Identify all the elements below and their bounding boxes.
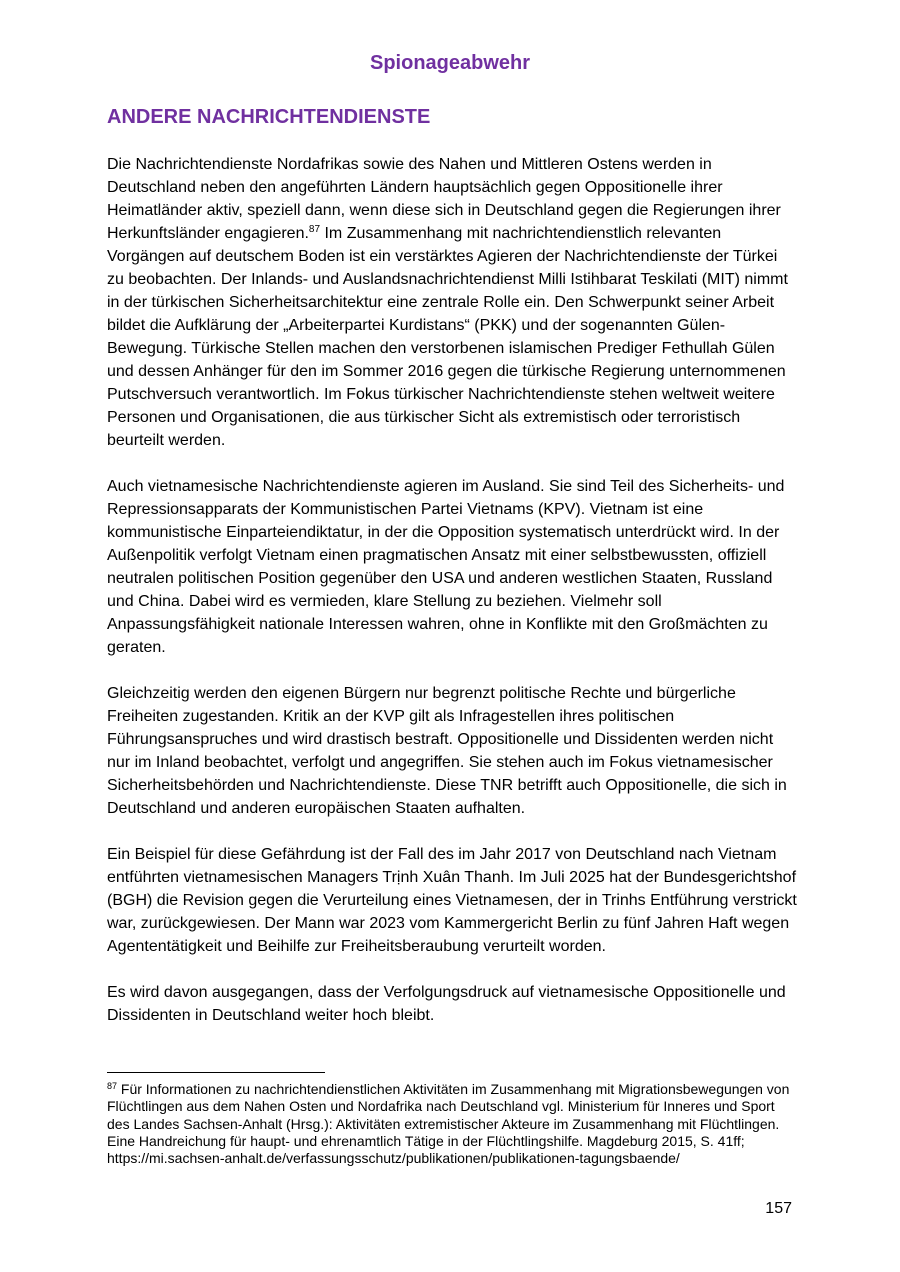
footnote — [107, 1081, 797, 1167]
footnote-separator — [107, 1072, 325, 1073]
section-heading: ANDERE NACHRICHTENDIENSTE — [107, 106, 431, 128]
paragraph-assessment: Es wird davon ausgegangen, dass der Verfolgungsdruck auf vietnamesische Oppositionelle und Dissidenten in Deutschland weiter hoch bleibt. — [107, 984, 786, 1024]
paragraph-vietnam-services: Auch vietnamesische Nachrichtendienste agieren im Ausland. Sie sind Teil des Sicherheits- und Repressionsapparats der Kommunistischen Partei Vietnams (KPV). Vietnam ist eine kommunistische Einparteiendiktatur, in der die Opposition systematisch unterdrückt wird. In der Außenpolitik verfolgt Vietnam einen pragmatischen Ansatz mit einer selbstbewussten, offiziell neutralen politischen Position gegenüber den USA und anderen westlichen Staaten, Russland und China. Dabei wird es vermieden, klare Stellung zu beziehen. Vielmehr soll Anpassungsfähigkeit nationale Interessen wahren, ohne in Konflikte mit den Großmächten zu geraten. — [107, 478, 785, 656]
footnote-reference: 87 — [308, 224, 321, 235]
paragraph-text: Im Zusammenhang mit nachrichtendienstlich relevanten Vorgängen auf deutschem Boden ist ein verstärktes Agieren der Nachrichtendienste der Türkei zu beobachten. Der Inlands- und Auslandsnachrichtendienst Milli Istihbarat Teskilati (MIT) nimmt in der türkischen Sicherheitsarchitektur eine zentrale Rolle ein. Den Schwerpunkt seiner Arbeit bildet die Aufklärung der „Arbeiterpartei Kurdistans“ (PKK) und der sogenannten Gülen-Bewegung. Türkische Stellen machen den verstorbenen islamischen Prediger Fethullah Gülen und dessen Anhänger für den im Sommer 2016 gegen die türkische Regierung unternommenen Putschversuch verantwortlich. Im Fokus türkischer Nachrichtendienste stehen weltweit weitere Personen und Organisationen, die aus türkischer Sicht als extremistisch oder terroristisch beurteilt werden. — [107, 225, 788, 449]
footnote-text: Für Informationen zu nachrichtendienstlichen Aktivitäten im Zusammenhang mit Migrationsbewegungen von Flüchtlingen aus dem Nahen Osten und Nordafrika nach Deutschland vgl. Ministerium für Inneres und Sport des Landes Sachsen-Anhalt (Hrsg.): Aktivitäten extremistischer Akteure im Zusammenhang mit Flüchtlingen. Eine Handreichung für haupt- und ehrenamtlich Tätige in der Flüchtlingshilfe. Magdeburg 2015, S. 41ff; https://mi.sachsen-anhalt.de/verfassungsschutz/publikationen/publikationen-tagungsbaende/ — [107, 1081, 790, 1167]
paragraph-kidnapping-case: Ein Beispiel für diese Gefährdung ist der Fall des im Jahr 2017 von Deutschland nach Vietnam entführten vietnamesischen Managers Trịnh Xuân Thanh. Im Juli 2025 hat der Bundesgerichtshof (BGH) die Revision gegen die Verurteilung eines Vietnamesen, der in Trinhs Entführung verstrickt war, zurückgewiesen. Der Mann war 2023 vom Kammergericht Berlin zu fünf Jahren Haft wegen Agententätigkeit und Beihilfe zur Freiheitsberaubung verurteilt worden. — [107, 846, 797, 955]
footnote-number: 87 — [107, 1081, 118, 1091]
page-number: 157 — [765, 1200, 792, 1217]
paragraph-turkey — [107, 153, 797, 452]
running-header: Spionageabwehr — [369, 52, 531, 74]
body-text — [107, 153, 797, 1050]
paragraph-vietnam-repression: Gleichzeitig werden den eigenen Bürgern nur begrenzt politische Rechte und bürgerliche Freiheiten zugestanden. Kritik an der KVP gilt als Infragestellen ihres politischen Führungsanspruches und wird drastisch bestraft. Oppositionelle und Dissidenten werden nicht nur im Inland beobachtet, verfolgt und angegriffen. Sie stehen auch im Fokus vietnamesischer Sicherheitsbehörden und Nachrichtendienste. Diese TNR betrifft auch Oppositionelle, die sich in Deutschland und anderen europäischen Staaten aufhalten. — [107, 685, 787, 817]
paragraph-text: Die Nachrichtendienste Nordafrikas sowie des Nahen und Mittleren Ostens werden in Deutschland neben den angeführten Ländern hauptsächlich gegen Oppositionelle ihrer Heimatländer aktiv, speziell dann, wenn diese sich in Deutschland gegen die Regierungen ihrer Herkunftsländer engagieren. — [107, 156, 781, 242]
